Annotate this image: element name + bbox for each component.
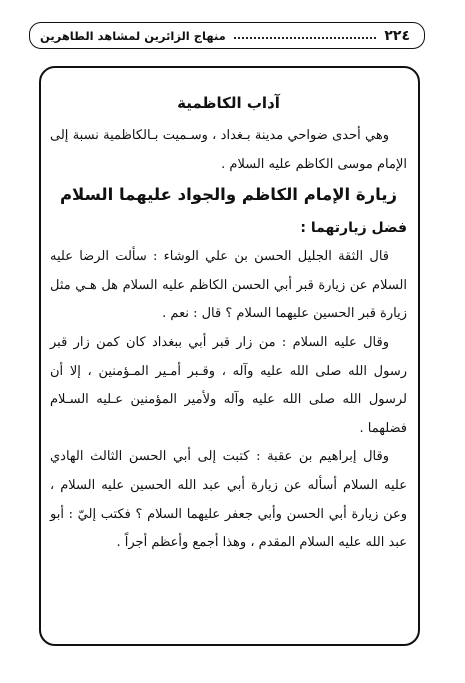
page-content: [50, 82, 407, 558]
paragraph-hadith-baghdad: وقال عليه السلام : من زار قبر أبي ببغداد كان كمن زار قبر رسول الله صلى الله عليه وآله ، وقـبر أمـير المـؤمنين ، إلا أن لرسول الله صلى الله عليه وآله ولأمير المؤمنين عـليه السـلام فضلهما .: [50, 334, 407, 436]
paragraph-hadith-ibn-uqba: وقال إبراهيم بن عقبة : كتبت إلى أبي الحسن الثالث الهادي عليه السلام أسأله عن زيارة أبي عبد الله الحسين عليه السلام ، وعن زيارة أبي الحسن وأبي جعفر عليهما السلام ؟ فكتب إليّ : أبو عبد الله عليه السلام المقدم ، وهذا أجمع وأعظم أجراً .: [50, 449, 407, 551]
subheading-virtue: فضل زيارتهما :: [300, 220, 407, 237]
header-dotted-leader: [234, 37, 377, 39]
book-title: منهاج الزائرين لمشاهد الطاهرين: [40, 28, 226, 43]
paragraph-hadith-washsha: قال الثقة الجليل الحسن بن علي الوشاء : سألت الرضا عليه السلام عن زيارة قبر أبي الحسن الكاظم عليه السلام هل هـي مثل زيارة قبر الحسين عليهما السلام ؟ قال : نعم .: [50, 249, 407, 322]
paragraph-kadhimiya-intro: وهي أحدى ضواحي مدينة بـغداد ، وسـميت بـالكاظمية نسبة إلى الإمام موسى الكاظم عليه السلام .: [50, 128, 407, 172]
section-title-kadhimiya: آداب الكاظمية: [177, 94, 280, 112]
page-number: ٢٢٤: [384, 27, 410, 44]
running-header: [29, 22, 425, 49]
section-title-ziyara: زيارة الإمام الكاظم والجواد عليهما السلام: [59, 185, 398, 205]
